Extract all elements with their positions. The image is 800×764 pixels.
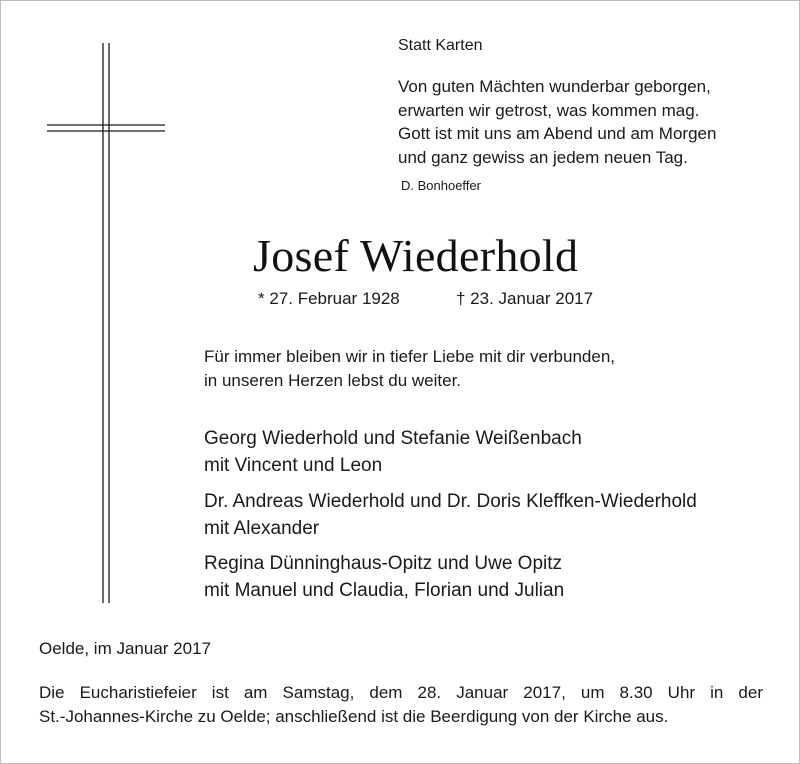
- family-children: mit Vincent und Leon: [204, 455, 383, 476]
- poem-line: und ganz gewiss an jedem neuen Tag.: [398, 147, 688, 167]
- dedication-text: [204, 345, 615, 393]
- poem-line: erwarten wir getrost, was kommen mag.: [398, 100, 700, 120]
- service-line: Die Eucharistiefeier ist am Samstag, dem 28. Januar 2017, um 8.30 Uhr in der: [39, 683, 763, 702]
- statt-karten-note: Statt Karten: [398, 37, 483, 54]
- dedication-line: in unseren Herzen lebst du weiter.: [204, 371, 462, 390]
- family-children: mit Alexander: [204, 518, 320, 539]
- family-names: Regina Dünninghaus-Opitz und Uwe Opitz: [204, 553, 563, 574]
- family-group: [204, 488, 697, 542]
- place-date: Oelde, im Januar 2017: [39, 639, 211, 658]
- service-notice: [39, 681, 763, 729]
- service-line: St.-Johannes-Kirche zu Oelde; anschließend ist die Beerdigung von der Kirche aus.: [39, 707, 669, 726]
- family-names: Georg Wiederhold und Stefanie Weißenbach: [204, 428, 582, 449]
- family-children: mit Manuel und Claudia, Florian und Julian: [204, 580, 565, 601]
- family-group: [204, 425, 582, 479]
- family-group: [204, 550, 564, 604]
- birth-date: * 27. Februar 1928: [258, 289, 400, 308]
- family-names: Dr. Andreas Wiederhold und Dr. Doris Kleffken-Wiederhold: [204, 491, 697, 512]
- poem-author: D. Bonhoeffer: [401, 178, 481, 193]
- poem: [398, 75, 716, 169]
- deceased-name: Josef Wiederhold: [253, 230, 579, 281]
- death-date: † 23. Januar 2017: [456, 289, 594, 308]
- poem-line: Von guten Mächten wunderbar geborgen,: [398, 77, 711, 96]
- poem-line: Gott ist mit uns am Abend und am Morgen: [398, 124, 717, 143]
- cross-icon: [47, 43, 165, 603]
- dedication-line: Für immer bleiben wir in tiefer Liebe mit dir verbunden,: [204, 347, 616, 366]
